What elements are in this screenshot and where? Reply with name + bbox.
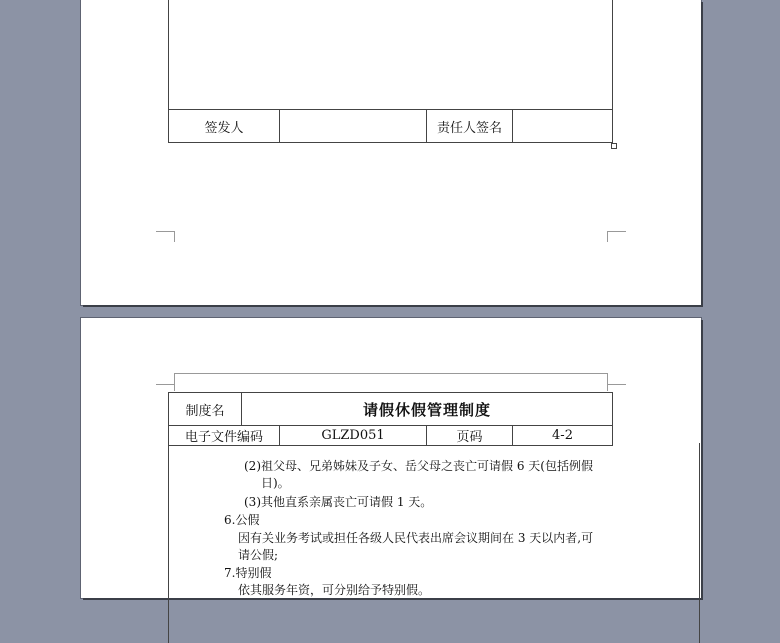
crop-mark-top-left bbox=[156, 374, 175, 385]
document-title: 请假休假管理制度 bbox=[242, 393, 613, 426]
responsible-signature-field[interactable] bbox=[513, 110, 613, 143]
page-number-value: 4-2 bbox=[513, 426, 613, 446]
body-line: 7.特别假 bbox=[224, 566, 272, 580]
body-line: (3)其他直系亲属丧亡可请假 1 天。 bbox=[244, 495, 433, 509]
table-resize-handle[interactable] bbox=[611, 143, 617, 149]
header-table bbox=[168, 392, 613, 446]
responsible-signature-label: 责任人签名 bbox=[427, 110, 513, 143]
body-line: 6.公假 bbox=[224, 513, 260, 527]
file-code-label: 电子文件编码 bbox=[169, 426, 280, 446]
crop-mark-bottom-left bbox=[156, 231, 175, 242]
crop-mark-bottom-right bbox=[607, 231, 626, 242]
body-line: 因有关业务考试或担任各级人民代表出席会议期间在 3 天以内者,可 bbox=[238, 531, 594, 545]
issuer-label: 签发人 bbox=[169, 110, 280, 143]
body-line: (2)祖父母、兄弟姊妹及子女、岳父母之丧亡可请假 6 天(包括例假 bbox=[244, 459, 593, 473]
signature-table bbox=[168, 0, 613, 143]
document-body bbox=[168, 443, 700, 643]
body-line: 请公假; bbox=[238, 548, 279, 562]
document-page-2 bbox=[81, 318, 701, 598]
body-line: 依其服务年资，可分别给予特别假。 bbox=[238, 583, 431, 597]
file-code-value: GLZD051 bbox=[280, 426, 427, 446]
page-number-label: 页码 bbox=[427, 426, 513, 446]
document-page-1 bbox=[81, 0, 701, 305]
system-name-label: 制度名 bbox=[169, 393, 242, 426]
content-area bbox=[169, 0, 613, 110]
issuer-field[interactable] bbox=[280, 110, 427, 143]
body-line: 日)。 bbox=[261, 476, 290, 490]
header-region-frame bbox=[174, 373, 608, 391]
crop-mark-top-right bbox=[607, 374, 626, 385]
